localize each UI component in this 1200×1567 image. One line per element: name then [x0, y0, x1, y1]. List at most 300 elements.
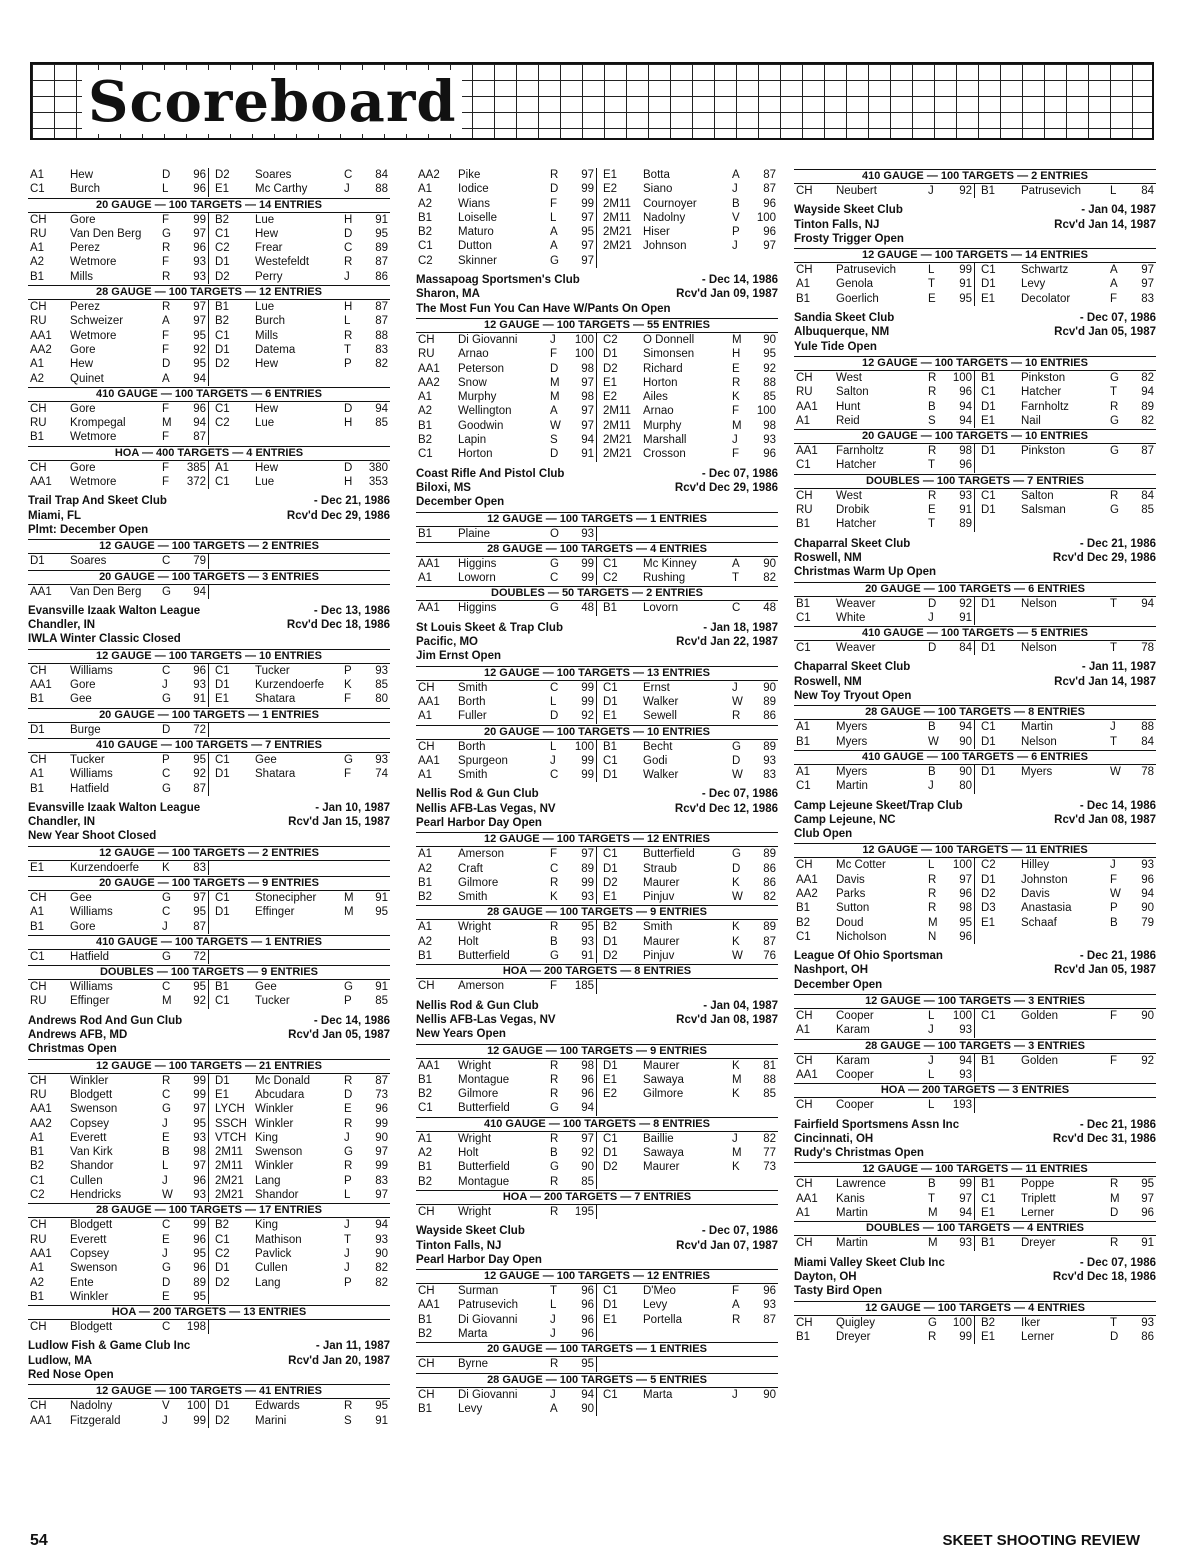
shooter-name: King: [255, 1131, 279, 1144]
shooter-class: W: [732, 950, 743, 963]
result-column-left: [794, 263, 975, 306]
result-row: [30, 168, 206, 182]
shooter-name: Wetmore: [70, 431, 117, 444]
shooter-class: C: [162, 664, 171, 677]
class-code: A2: [418, 862, 433, 875]
score: 92: [193, 995, 206, 1008]
result-column-left: [28, 1320, 209, 1334]
result-row: [30, 1276, 206, 1290]
shooter-name: Kurzendoerfe: [70, 861, 140, 874]
shooter-class: F: [162, 256, 170, 269]
shooter-class: G: [162, 1103, 171, 1116]
shooter-class: F: [1110, 1010, 1118, 1023]
shooter-name: Shandor: [70, 1160, 114, 1173]
shooter-name: Snow: [458, 376, 487, 389]
class-code: CH: [30, 1074, 47, 1087]
club-header: [28, 1014, 390, 1057]
shooter-class: D: [550, 710, 559, 723]
shooter-name: Copsey: [70, 1117, 109, 1130]
class-code: C1: [418, 1102, 433, 1115]
club-name: Ludlow Fish & Game Club Inc: [28, 1340, 191, 1353]
shooter-class: J: [928, 185, 934, 197]
shooter-class: A: [1110, 278, 1118, 291]
score: 99: [193, 1219, 206, 1232]
shooter-name: Golden: [1021, 1054, 1059, 1067]
result-rows: [28, 980, 390, 1009]
shooter-class: B: [928, 400, 936, 413]
score: 97: [193, 891, 206, 904]
shoot-date: - Dec 14, 1986: [701, 274, 778, 287]
result-row: [418, 709, 594, 723]
score: 91: [375, 891, 388, 904]
class-code: D1: [30, 723, 45, 736]
shooter-class: F: [162, 476, 170, 489]
score: 96: [581, 1299, 594, 1312]
club-location: Roswell, NM: [794, 551, 862, 564]
shooter-class: A: [1110, 264, 1118, 277]
club-name: Trail Trap And Skeet Club: [28, 495, 167, 508]
score: 72: [193, 723, 206, 736]
score: 97: [375, 1189, 388, 1202]
result-row: [215, 891, 388, 905]
score: 81: [763, 1059, 776, 1072]
result-row: [796, 489, 972, 503]
shooter-name: Di Giovanni: [458, 1313, 518, 1326]
shooter-name: Butterfield: [458, 1102, 510, 1115]
class-code: D1: [603, 1147, 618, 1160]
shooter-name: Burge: [70, 723, 101, 736]
score: 93: [375, 1233, 388, 1246]
score: 95: [193, 329, 206, 342]
result-column-right: [975, 720, 1156, 749]
shooter-name: Wright: [458, 1205, 492, 1218]
class-code: C1: [418, 240, 433, 253]
class-code: B1: [796, 597, 811, 610]
result-row: [30, 300, 206, 314]
shooter-name: Walker: [643, 769, 679, 782]
result-column-left: [28, 554, 209, 568]
shooter-class: M: [344, 906, 354, 919]
shooter-name: Hew: [255, 358, 279, 371]
club-location: Andrews AFB, MD: [28, 1029, 128, 1042]
event-name: Frosty Trigger Open: [794, 232, 904, 245]
club-line: [794, 660, 1156, 674]
result-column-left: [416, 1388, 597, 1417]
class-code: AA1: [796, 1192, 818, 1205]
shooter-name: Hew: [255, 227, 279, 240]
result-row: [603, 1298, 776, 1312]
club-line: [28, 1028, 390, 1042]
score: 89: [193, 1276, 206, 1289]
class-code: D1: [981, 278, 996, 291]
score: 89: [375, 242, 388, 255]
result-row: [796, 887, 972, 901]
received-date: Rcv'd Dec 29, 1986: [286, 509, 390, 522]
shooter-class: K: [550, 891, 558, 904]
score: 96: [193, 183, 206, 196]
shooter-class: F: [732, 448, 740, 461]
result-row: [603, 333, 776, 347]
result-column-left: [416, 1059, 597, 1116]
result-rows: [416, 1132, 778, 1189]
result-row: [215, 1233, 388, 1247]
shooter-class: E: [928, 504, 936, 517]
class-code: A1: [796, 1024, 811, 1037]
shooter-class: D: [550, 448, 559, 461]
result-rows: [794, 1316, 1156, 1345]
result-rows: [416, 527, 778, 541]
section-header: 12 GAUGE — 100 TARGETS — 3 ENTRIES: [794, 994, 1156, 1009]
class-code: A2: [418, 1147, 433, 1160]
class-code: AA1: [30, 476, 52, 489]
shooter-name: Golden: [1021, 1010, 1059, 1023]
class-code: E2: [603, 183, 618, 196]
shooter-name: Marshall: [643, 434, 687, 447]
score: 93: [581, 935, 594, 948]
result-column-left: [416, 168, 597, 268]
shooter-class: C: [162, 1219, 171, 1232]
result-column-right: [597, 333, 778, 462]
result-row: [981, 641, 1154, 655]
shooter-class: T: [344, 343, 352, 356]
class-code: B1: [30, 1146, 45, 1159]
shooter-name: Maurer: [643, 876, 680, 889]
result-row: [30, 980, 206, 994]
shooter-name: Dreyer: [1021, 1237, 1056, 1250]
club-location: Sharon, MA: [416, 288, 480, 301]
result-row: [215, 1188, 388, 1202]
result-row: [418, 935, 594, 949]
score: 79: [193, 555, 206, 568]
section-header: 20 GAUGE — 100 TARGETS — 10 ENTRIES: [416, 725, 778, 740]
class-code: C1: [981, 1192, 996, 1205]
result-row: [418, 239, 594, 253]
result-column-right: [597, 1284, 778, 1341]
score: 94: [375, 402, 388, 415]
result-row: [796, 1316, 972, 1330]
section-header: 12 GAUGE — 100 TARGETS — 21 ENTRIES: [28, 1059, 390, 1074]
score: 96: [193, 664, 206, 677]
shooter-class: D: [732, 862, 741, 875]
result-row: [30, 1290, 206, 1304]
score: 96: [581, 1328, 594, 1340]
class-code: D2: [603, 950, 618, 963]
shooter-class: R: [162, 301, 171, 314]
score: 90: [763, 681, 776, 694]
score: 99: [581, 572, 594, 585]
received-date: Rcv'd Jan 05, 1987: [1054, 326, 1156, 339]
section-header: 12 GAUGE — 100 TARGETS — 4 ENTRIES: [794, 1301, 1156, 1316]
class-code: AA2: [418, 169, 440, 181]
class-code: A1: [418, 769, 433, 782]
class-code: D2: [215, 358, 230, 371]
club-name: Fairfield Sportsmens Assn Inc: [794, 1118, 960, 1131]
class-code: B1: [418, 876, 433, 889]
class-code: C1: [215, 1233, 230, 1246]
result-row: [215, 1088, 388, 1102]
shooter-name: Maurer: [643, 1161, 680, 1174]
result-row: [215, 329, 388, 343]
score: 92: [763, 362, 776, 375]
shooter-name: Winkler: [70, 1290, 109, 1303]
score: 74: [375, 768, 388, 781]
club-name: St Louis Skeet & Trap Club: [416, 621, 563, 634]
shooter-name: Mathison: [255, 1233, 302, 1246]
class-code: AA1: [418, 754, 440, 767]
score: 95: [193, 1117, 206, 1130]
shooter-class: R: [1110, 1237, 1119, 1250]
class-code: CH: [418, 980, 435, 993]
shooter-name: Gore: [70, 213, 96, 226]
shooter-class: J: [344, 1131, 350, 1144]
result-row: [30, 1074, 206, 1088]
score: 94: [375, 1219, 388, 1232]
score: 97: [581, 405, 594, 418]
score: 96: [763, 1285, 776, 1298]
club-line: [28, 801, 390, 815]
shooter-name: Tucker: [70, 753, 105, 766]
class-code: E2: [603, 391, 618, 404]
shooter-name: Karam: [836, 1054, 870, 1067]
shooter-class: G: [1110, 445, 1119, 458]
score: 83: [375, 343, 388, 356]
result-rows: [28, 950, 390, 964]
score: 96: [581, 1088, 594, 1101]
shooter-name: Van Kirk: [70, 1146, 113, 1159]
club-line: [794, 551, 1156, 565]
score: 89: [1141, 400, 1154, 413]
score: 84: [375, 169, 388, 181]
result-row: [215, 753, 388, 767]
score: 95: [375, 906, 388, 919]
class-code: D1: [215, 343, 230, 356]
club-line: [794, 325, 1156, 339]
result-column-right: [209, 891, 390, 934]
result-column-left: [28, 753, 209, 796]
shooter-class: K: [732, 1161, 740, 1174]
score: 95: [375, 227, 388, 240]
shooter-class: T: [344, 1233, 352, 1246]
score: 87: [375, 301, 388, 314]
class-code: CH: [796, 1316, 813, 1329]
score: 79: [1141, 916, 1154, 929]
event-name: Red Nose Open: [28, 1369, 114, 1381]
class-code: CH: [418, 1388, 435, 1401]
shooter-class: P: [1110, 902, 1118, 915]
score: 90: [1141, 902, 1154, 915]
shooter-class: L: [344, 1189, 351, 1202]
score: 98: [581, 1059, 594, 1072]
shooter-class: K: [732, 1088, 740, 1101]
result-row: [30, 255, 206, 269]
score: 97: [1141, 264, 1154, 277]
result-row: [603, 740, 776, 754]
class-code: AA1: [418, 1299, 440, 1312]
shooter-name: Becht: [643, 740, 673, 753]
score: 99: [193, 213, 206, 226]
result-row: [215, 1414, 388, 1428]
class-code: E1: [981, 292, 996, 305]
class-code: CH: [418, 333, 435, 346]
shooter-class: J: [732, 183, 738, 196]
result-row: [603, 1284, 776, 1298]
class-code: A1: [796, 278, 811, 291]
score: 85: [763, 1088, 776, 1101]
shoot-date: - Jan 18, 1987: [703, 621, 778, 634]
result-column-right: [209, 585, 390, 599]
section-header: 12 GAUGE — 100 TARGETS — 12 ENTRIES: [416, 1269, 778, 1284]
shooter-class: D: [344, 227, 353, 240]
shooter-class: W: [1110, 887, 1121, 900]
result-row: [796, 263, 972, 277]
shooter-class: S: [928, 414, 936, 427]
shooter-name: Peterson: [458, 362, 505, 375]
club-block: [794, 203, 1156, 306]
shooter-class: K: [732, 1059, 740, 1072]
shooter-name: Butterfield: [458, 1161, 510, 1174]
class-code: D1: [215, 1262, 230, 1275]
result-row: [981, 1206, 1154, 1220]
shooter-name: Shatara: [255, 768, 296, 781]
shooter-name: Hew: [255, 402, 279, 415]
shooter-class: F: [550, 197, 558, 210]
shooter-class: A: [550, 226, 558, 239]
result-rows: [416, 1357, 778, 1371]
class-code: CH: [796, 1010, 813, 1023]
shooter-class: B: [550, 935, 558, 948]
result-row: [981, 263, 1154, 277]
shooter-name: D'Meo: [643, 1285, 676, 1298]
received-date: Rcv'd Jan 14, 1987: [1054, 218, 1156, 231]
shooter-name: Murphy: [458, 391, 497, 404]
shooter-name: Kanis: [836, 1192, 865, 1205]
result-row: [30, 461, 206, 475]
result-rows: [416, 681, 778, 724]
class-code: AA1: [796, 1068, 818, 1081]
result-column-left: [416, 847, 597, 904]
result-column-left: [416, 1132, 597, 1189]
shooter-name: Smith: [458, 681, 488, 694]
shooter-class: O: [550, 527, 559, 540]
score: 185: [574, 980, 594, 993]
shooter-name: Patrusevich: [458, 1299, 519, 1312]
class-code: CH: [30, 1321, 47, 1334]
class-code: B1: [418, 950, 433, 963]
score: 93: [375, 664, 388, 677]
shooter-class: D: [732, 754, 741, 767]
shooter-name: Neubert: [836, 185, 877, 197]
score: 92: [959, 597, 972, 610]
club-name: Miami Valley Skeet Club Inc: [794, 1256, 945, 1269]
shooter-name: Butterfield: [643, 848, 695, 861]
class-code: B2: [418, 434, 433, 447]
event-name: Plmt: December Open: [28, 523, 149, 536]
shooter-class: D: [344, 461, 353, 474]
shooter-class: J: [162, 920, 168, 933]
result-column-right: [975, 371, 1156, 428]
club-line: [794, 203, 1156, 217]
result-row: [30, 182, 206, 196]
club-line: [416, 787, 778, 801]
shooter-name: Winkler: [255, 1117, 294, 1130]
class-code: E1: [981, 414, 996, 427]
class-code: E1: [603, 169, 618, 181]
result-column-right: [975, 1054, 1156, 1083]
class-code: D1: [215, 906, 230, 919]
class-code: E1: [30, 861, 45, 874]
shooter-name: Byrne: [458, 1358, 489, 1371]
result-row: [30, 920, 206, 934]
result-row: [981, 1192, 1154, 1206]
score: 95: [581, 226, 594, 239]
score: 96: [193, 169, 206, 181]
class-code: AA1: [30, 329, 52, 342]
shooter-class: M: [550, 376, 560, 389]
result-row: [30, 891, 206, 905]
shooter-class: T: [1110, 1316, 1118, 1329]
class-code: B2: [981, 1316, 996, 1329]
class-code: C2: [981, 859, 996, 872]
shooter-class: G: [550, 1161, 559, 1174]
result-row: [796, 1330, 972, 1344]
shooter-name: Martin: [836, 780, 868, 793]
shooter-class: D: [1110, 1330, 1119, 1343]
shooter-name: West: [836, 371, 862, 384]
shoot-date: - Dec 21, 1986: [1079, 1118, 1156, 1131]
result-row: [603, 754, 776, 768]
class-code: D1: [215, 768, 230, 781]
score: 96: [193, 402, 206, 415]
score: 97: [581, 169, 594, 181]
shooter-class: V: [162, 1400, 170, 1413]
score: 73: [763, 1161, 776, 1174]
score: 96: [193, 1174, 206, 1187]
result-column-right: [209, 213, 390, 284]
class-code: B1: [796, 735, 811, 748]
event-name: Yule Tide Open: [794, 340, 877, 353]
result-row: [418, 1132, 594, 1146]
result-row: [418, 847, 594, 861]
shooter-name: Smith: [458, 891, 488, 904]
section-header: 20 GAUGE — 100 TARGETS — 1 ENTRIES: [28, 708, 390, 723]
score: 94: [1141, 887, 1154, 900]
score: 87: [193, 782, 206, 795]
shooter-class: T: [1110, 386, 1118, 399]
result-row: [215, 270, 388, 284]
result-row: [418, 333, 594, 347]
club-line: [416, 273, 778, 287]
class-code: B2: [796, 916, 811, 929]
result-row: [30, 664, 206, 678]
score: 93: [763, 434, 776, 447]
result-row: [418, 949, 594, 963]
shooter-name: Lang: [255, 1276, 281, 1289]
club-header: [794, 1256, 1156, 1299]
class-code: AA1: [418, 362, 440, 375]
score: 98: [959, 445, 972, 458]
score: 73: [375, 1088, 388, 1101]
page-title: Scoreboard: [82, 70, 462, 134]
score: 91: [193, 693, 206, 706]
score: 100: [756, 405, 776, 418]
result-row: [603, 419, 776, 433]
score: 89: [581, 862, 594, 875]
shooter-name: Horton: [458, 448, 493, 461]
shooter-class: J: [162, 679, 168, 692]
result-column-left: [28, 1074, 209, 1203]
received-date: Rcv'd Jan 22, 1987: [676, 636, 778, 649]
result-row: [603, 601, 776, 615]
